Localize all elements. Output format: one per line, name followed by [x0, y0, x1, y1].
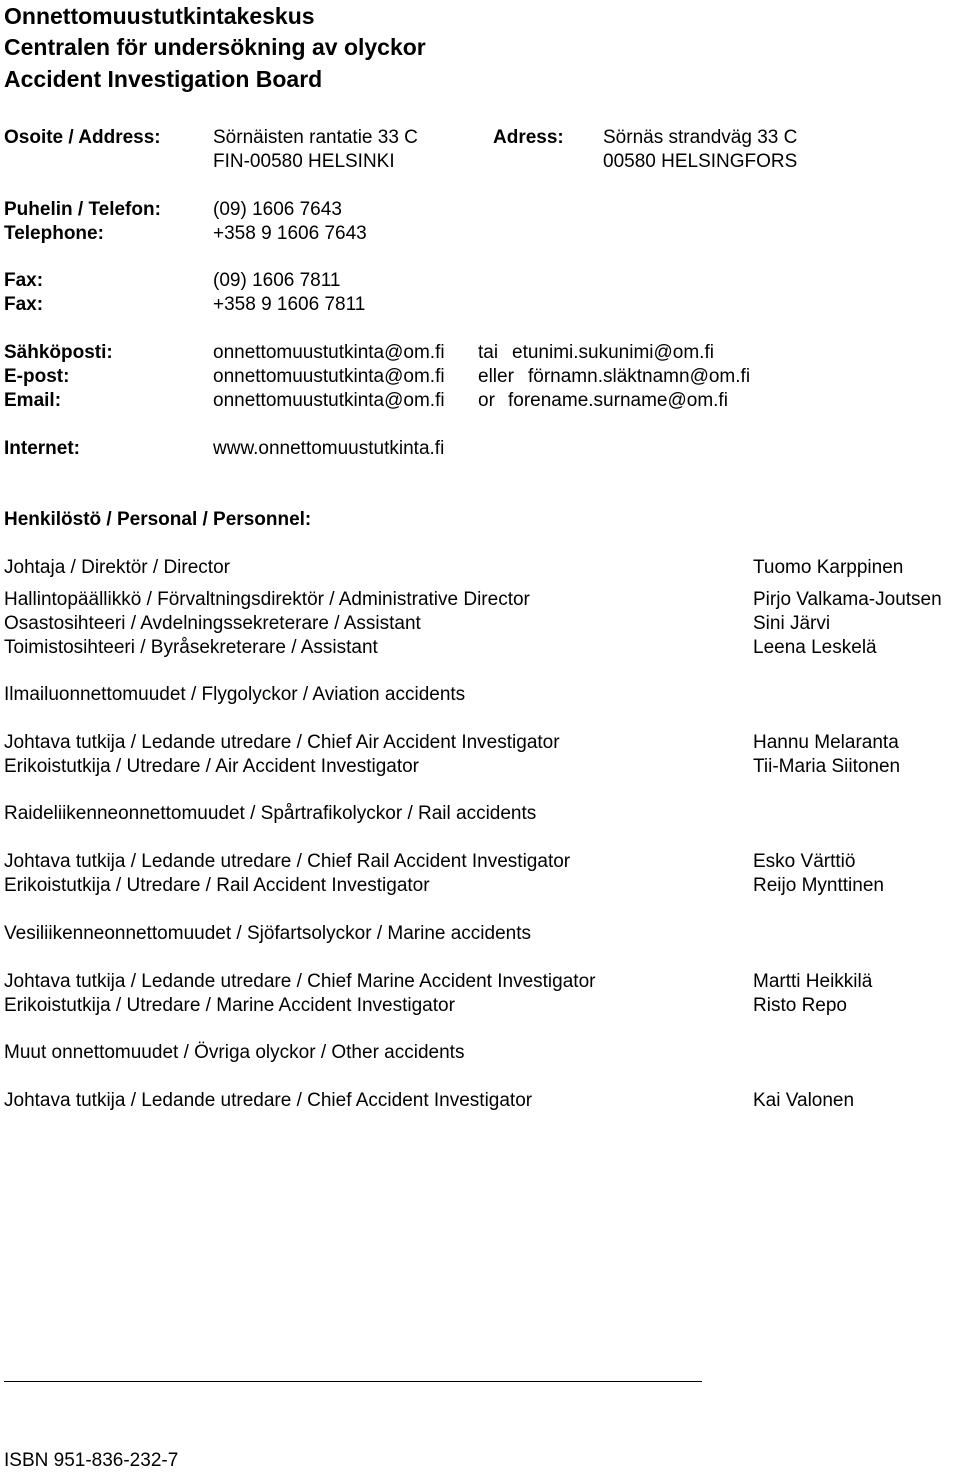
phone-intl-label: Telephone: — [4, 223, 104, 244]
email-en-conj: or — [478, 390, 495, 411]
org-name-en: Accident Investigation Board — [4, 66, 323, 92]
staff-role: Osastosihteeri / Avdelningssekreterare / Assistant — [4, 613, 421, 634]
isbn: ISBN 951-836-232-7 — [4, 1450, 179, 1471]
staff-name: Sini Järvi — [753, 613, 831, 634]
staff-role: Hallintopäällikkö / Förvaltningsdirektör / Administrative Director — [4, 589, 530, 610]
staff-name: Pirjo Valkama-Joutsen — [753, 589, 942, 610]
org-name-fi: Onnettomuustutkintakeskus — [4, 3, 315, 29]
fax-intl: +358 9 1606 7811 — [213, 294, 366, 315]
phone-local: (09) 1606 7643 — [213, 199, 342, 220]
staff-role: Toimistosihteeri / Byråsekreterare / Assistant — [4, 637, 378, 658]
section-heading-aviation: Ilmailuonnettomuudet / Flygolyckor / Aviation accidents — [4, 684, 466, 705]
address-fi-street: Sörnäisten rantatie 33 C — [213, 127, 418, 148]
phone-intl: +358 9 1606 7643 — [213, 223, 367, 244]
staff-role: Johtava tutkija / Ledande utredare / Chief Accident Investigator — [4, 1090, 533, 1111]
email-fi-conj: tai — [478, 342, 499, 363]
section-heading-rail: Raideliikenneonnettomuudet / Spårtrafikolyckor / Rail accidents — [4, 803, 537, 824]
email-sv[interactable]: onnettomuustutkinta@om.fi — [213, 366, 445, 387]
staff-name: Reijo Mynttinen — [753, 875, 884, 896]
section-heading-other: Muut onnettomuudet / Övriga olyckor / Other accidents — [4, 1042, 465, 1063]
staff-name: Tii-Maria Siitonen — [753, 756, 901, 777]
address-label: Osoite / Address: — [4, 127, 161, 148]
staff-name: Kai Valonen — [753, 1090, 855, 1111]
phone-label: Puhelin / Telefon: — [4, 199, 161, 220]
email-fi[interactable]: onnettomuustutkinta@om.fi — [213, 342, 445, 363]
staff-name: Martti Heikkilä — [753, 971, 873, 992]
fax-label-1: Fax: — [4, 270, 44, 291]
org-name-sv: Centralen för undersökning av olyckor — [4, 34, 426, 60]
email-en[interactable]: onnettomuustutkinta@om.fi — [213, 390, 445, 411]
fax-local: (09) 1606 7811 — [213, 270, 341, 291]
address-sv-street: Sörnäs strandväg 33 C — [603, 127, 798, 148]
address-fi-city: FIN-00580 HELSINKI — [213, 151, 395, 172]
email-en-label: Email: — [4, 390, 62, 411]
staff-role: Johtava tutkija / Ledande utredare / Chief Marine Accident Investigator — [4, 971, 596, 992]
personnel-heading: Henkilöstö / Personal / Personnel: — [4, 509, 312, 530]
section-heading-marine: Vesiliikenneonnettomuudet / Sjöfartsolyckor / Marine accidents — [4, 923, 531, 944]
address-sv-city: 00580 HELSINGFORS — [603, 151, 798, 172]
email-sv-alt: förnamn.släktnamn@om.fi — [528, 366, 751, 387]
email-fi-label: Sähköposti: — [4, 342, 113, 363]
footer-divider — [4, 1381, 702, 1382]
internet-label: Internet: — [4, 438, 80, 459]
fax-label-2: Fax: — [4, 294, 44, 315]
staff-role: Johtava tutkija / Ledande utredare / Chief Air Accident Investigator — [4, 732, 560, 753]
staff-role: Johtava tutkija / Ledande utredare / Chief Rail Accident Investigator — [4, 851, 571, 872]
email-fi-alt: etunimi.sukunimi@om.fi — [512, 342, 714, 363]
staff-role: Erikoistutkija / Utredare / Rail Accident Investigator — [4, 875, 430, 896]
staff-role: Erikoistutkija / Utredare / Marine Accident Investigator — [4, 995, 455, 1016]
email-en-alt: forename.surname@om.fi — [508, 390, 728, 411]
staff-name: Risto Repo — [753, 995, 847, 1016]
staff-role: Johtaja / Direktör / Director — [4, 557, 230, 578]
staff-name: Esko Värttiö — [753, 851, 856, 872]
address-sv-label: Adress: — [493, 127, 564, 148]
staff-name: Hannu Melaranta — [753, 732, 899, 753]
staff-name: Tuomo Karppinen — [753, 557, 904, 578]
staff-name: Leena Leskelä — [753, 637, 877, 658]
staff-role: Erikoistutkija / Utredare / Air Accident Investigator — [4, 756, 420, 777]
email-sv-conj: eller — [478, 366, 514, 387]
email-sv-label: E-post: — [4, 366, 70, 387]
internet-link[interactable]: www.onnettomuustutkinta.fi — [213, 438, 445, 459]
